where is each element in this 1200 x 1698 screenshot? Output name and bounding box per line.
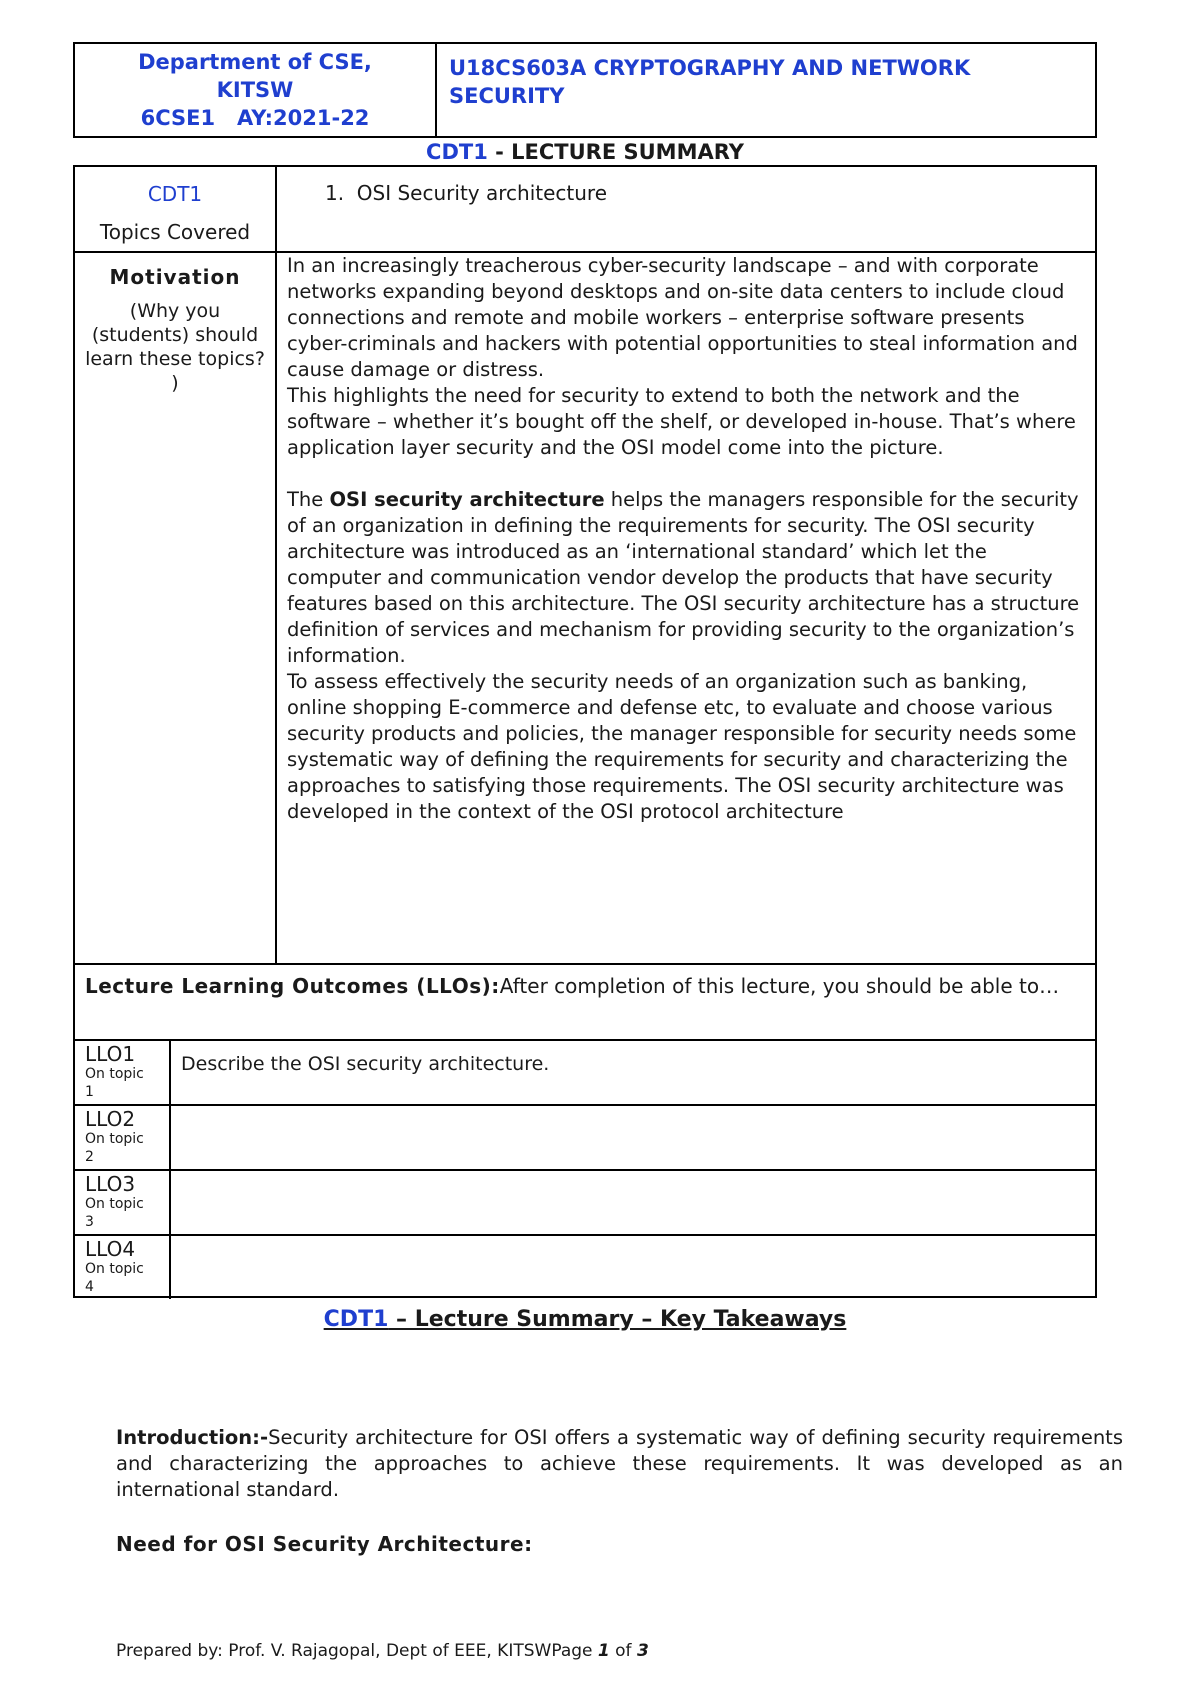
motivation-paragraph-1: In an increasingly treacherous cyber-security landscape – and with corporate networks expanding beyond desktops and on-site data centers to include cloud connections and remote and mobile workers – enterprise software presents cyber-criminals and hackers with potential opportunities to steal information and cause damage or distress. [287,254,1078,381]
motivation-subheading: (Why you (students) should learn these topics? ) [85,300,265,394]
key-takeaways-text: – Lecture Summary – Key Takeaways [388,1307,847,1332]
llo-description [171,1106,1095,1169]
llo-header [75,965,1095,1041]
prepared-by: Prepared by: Prof. V. Rajagopal, Dept of EEE, KITSW [116,1641,552,1661]
llo-id-cell [75,1106,171,1169]
key-takeaways-code: CDT1 [323,1307,389,1332]
course-title-line1: U18CS603A CRYPTOGRAPHY AND NETWORK [449,56,971,80]
llo-heading: Lecture Learning Outcomes (LLOs): [85,974,500,998]
page-label: Page [551,1641,598,1661]
motivation-text-cell [276,252,1096,964]
introduction-text: Security architecture for OSI offers a systematic way of defining security requirements and characterizing the approaches to achieve these requirements. It was developed as an international standard. [116,1426,1123,1501]
topic-item-text: OSI Security architecture [356,181,607,205]
summary-title [73,138,1097,166]
department-name: Department of CSE, [138,50,372,74]
motivation-paragraph-3: The OSI security architecture helps the managers responsible for the security of an organization in defining the requirements for security. The OSI security architecture was introduced as an ‘international standard’ which let the computer and communication vendor develop the products that have security features based on this architecture. The OSI security architecture has a structure definition of services and mechanism for providing security to the organization’s information. [287,488,1080,667]
summary-title-text: - LECTURE SUMMARY [487,140,744,164]
llo-code: LLO3 [85,1172,136,1196]
llo-id-cell [75,1236,171,1299]
topics-motivation-table [73,165,1097,965]
page-number: 1 [597,1641,610,1661]
llo-id-cell [75,1171,171,1234]
table-row [75,1236,1095,1299]
llo-code: LLO1 [85,1042,136,1066]
class-year: 6CSE1 AY:2021-22 [140,106,370,130]
llo-code: LLO2 [85,1107,136,1131]
document-header [73,42,1097,138]
motivation-paragraph-2: This highlights the need for security to extend to both the network and the software – whether it’s bought off the shelf, or developed in-house. That’s where application layer security and the OSI model come into the picture. [287,384,1076,459]
introduction-label: Introduction:- [116,1426,269,1449]
motivation-heading: Motivation [109,265,241,289]
llo-id-cell [75,1041,171,1104]
motivation-paragraph-4: To assess effectively the security needs of an organization such as banking, online shopping E-commerce and defense etc, to evaluate and choose various security products and policies, the manager responsible for security needs some systematic way of defining the requirements for security and characterizing the approaches to satisfying those requirements. The OSI security architecture was developed in the context of the OSI protocol architecture [287,670,1077,823]
osi-architecture-term: OSI security architecture [329,488,605,511]
motivation-row [74,252,1096,964]
llo-description: Describe the OSI security architecture. [181,1053,550,1075]
llo-intro: After completion of this lecture, you should be able to… [499,974,1060,998]
course-title-line2: SECURITY [449,84,565,108]
llo-topic-ref: On topic 3 [85,1196,144,1230]
table-row [75,1106,1095,1171]
department-cell [75,44,437,136]
llo-topic-ref: On topic 2 [85,1131,144,1165]
llo-topic-ref: On topic 1 [85,1066,144,1100]
summary-title-code: CDT1 [426,140,488,164]
motivation-label-cell [74,252,276,964]
llo-code: LLO4 [85,1237,136,1261]
topics-code: CDT1 [147,182,203,206]
llo-description [171,1236,1095,1299]
llo-topic-ref: On topic 4 [85,1261,144,1295]
need-heading: Need for OSI Security Architecture: [116,1532,533,1556]
introduction-paragraph [116,1425,1123,1503]
llo-table [73,965,1097,1298]
topics-row [74,166,1096,252]
topics-label: Topics Covered [99,220,251,244]
page-total: 3 [636,1641,649,1661]
topics-list-cell [276,166,1096,252]
topics-label-cell [74,166,276,252]
llo-description [171,1171,1095,1234]
topic-item: 1. OSI Security architecture [325,181,607,205]
institute-name: KITSW [216,78,294,102]
key-takeaways-title [73,1307,1097,1332]
course-cell [437,44,1095,136]
table-row [75,1041,1095,1106]
table-row [75,1171,1095,1236]
page-footer: Prepared by: Prof. V. Rajagopal, Dept of EEE, KITSWPage 1 of 3 [116,1641,649,1661]
